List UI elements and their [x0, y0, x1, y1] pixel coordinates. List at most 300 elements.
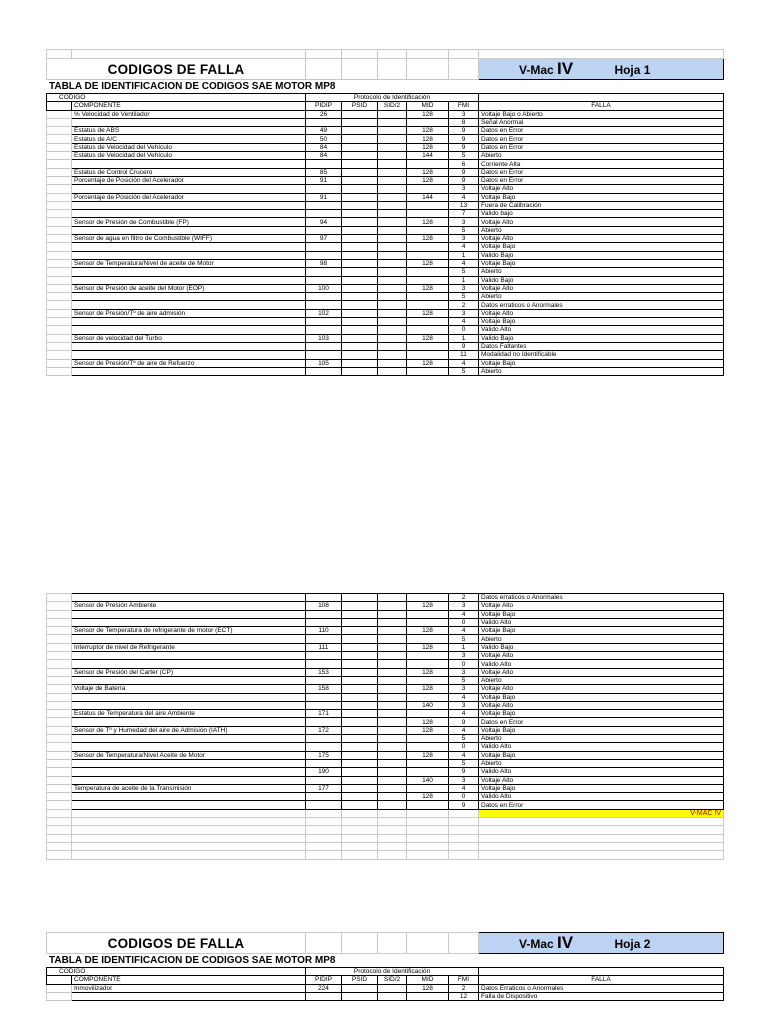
cell-psid	[342, 784, 378, 792]
protocolo-label: Protocolo de Identificación	[306, 94, 479, 102]
cell-mid: 128	[407, 984, 449, 992]
cell-fmi: 1	[449, 334, 479, 342]
cell-componente	[72, 367, 306, 375]
hoja-label: Hoja 1	[614, 62, 651, 77]
row-gutter	[47, 594, 72, 602]
table-row	[47, 342, 724, 350]
cell-fmi: 4	[449, 259, 479, 267]
row-gutter	[47, 334, 72, 342]
row-gutter	[47, 668, 72, 676]
cell-pidip	[306, 268, 342, 276]
cell-sid	[378, 118, 407, 126]
cell-psid	[342, 367, 378, 375]
cell-psid	[342, 243, 378, 251]
row-gutter	[47, 276, 72, 284]
cell-fmi: 5	[449, 226, 479, 234]
cell-componente: Porcentaje de Posición del Acelerador	[72, 193, 306, 201]
cell-psid	[342, 152, 378, 160]
cell-componente: Temperatura de aceite de la Transmisión	[72, 784, 306, 792]
page-title: CODIGOS DE FALLA	[47, 59, 306, 80]
cell-fmi: 3	[449, 685, 479, 693]
cell-psid	[342, 193, 378, 201]
table-row	[47, 984, 724, 992]
row-gutter	[47, 318, 72, 326]
cell-psid	[342, 276, 378, 284]
cell-sid	[378, 660, 407, 668]
row-gutter	[47, 309, 72, 317]
cell-componente	[72, 776, 306, 784]
cell-componente: Voltaje de Batería	[72, 685, 306, 693]
row-gutter	[47, 618, 72, 626]
cell-fmi: 9	[449, 135, 479, 143]
cell-componente	[72, 701, 306, 709]
cell-mid	[407, 351, 449, 359]
cell-fmi: 0	[449, 743, 479, 751]
cell-sid	[378, 334, 407, 342]
cell-psid	[342, 643, 378, 651]
cell-sid	[378, 243, 407, 251]
cell-fmi: 4	[449, 627, 479, 635]
cell-falla: Voltaje Bajo	[479, 318, 724, 326]
cell-mid	[407, 301, 449, 309]
cell-fmi: 9	[449, 342, 479, 350]
cell-fmi: 5	[449, 676, 479, 684]
cell-mid	[407, 293, 449, 301]
cell-psid	[342, 201, 378, 209]
cell-mid: 128	[407, 643, 449, 651]
table-row	[47, 185, 724, 193]
cell-mid	[407, 743, 449, 751]
cell-componente	[72, 759, 306, 767]
row-gutter	[47, 984, 72, 992]
row-gutter	[47, 359, 72, 367]
cell-componente	[72, 351, 306, 359]
cell-fmi: 3	[449, 776, 479, 784]
cell-componente: Estatus de ABS	[72, 127, 306, 135]
cell-fmi: 8	[449, 118, 479, 126]
cell-pidip: 190	[306, 768, 342, 776]
cell-pidip	[306, 301, 342, 309]
cell-fmi: 5	[449, 635, 479, 643]
cell-psid	[342, 984, 378, 992]
table-row	[47, 718, 724, 726]
row-gutter	[47, 676, 72, 684]
cell-sid	[378, 351, 407, 359]
table-row	[47, 152, 724, 160]
cell-psid	[342, 676, 378, 684]
col-componente-2: COMPONENTE	[72, 976, 306, 984]
cell-fmi: 5	[449, 735, 479, 743]
cell-falla: Voltaje Bajo	[479, 610, 724, 618]
col-psid: PSID	[342, 102, 378, 110]
cell-falla: Voltaje Bajo	[479, 243, 724, 251]
sheet-hoja-1-cont	[46, 593, 723, 860]
cell-sid	[378, 743, 407, 751]
cell-falla: Datos en Error	[479, 801, 724, 809]
cell-fmi: 3	[449, 235, 479, 243]
row-gutter	[47, 135, 72, 143]
cell-sid	[378, 201, 407, 209]
row-gutter	[47, 210, 72, 218]
vmac-roman: IV	[557, 58, 574, 78]
col-sid: SID/2	[378, 102, 407, 110]
col-mid-2: MID	[407, 976, 449, 984]
cell-psid	[342, 693, 378, 701]
row-gutter	[47, 127, 72, 135]
row-gutter	[47, 718, 72, 726]
cell-psid	[342, 118, 378, 126]
cell-sid	[378, 367, 407, 375]
cell-falla: Valido bajo	[479, 210, 724, 218]
cell-sid	[378, 751, 407, 759]
table-row	[47, 301, 724, 309]
cell-psid	[342, 701, 378, 709]
cell-falla: Señal Anormal	[479, 118, 724, 126]
cell-fmi: 9	[449, 801, 479, 809]
cell-pidip	[306, 718, 342, 726]
cell-psid	[342, 210, 378, 218]
table-row	[47, 135, 724, 143]
cell-fmi: 9	[449, 718, 479, 726]
cell-pidip: 97	[306, 235, 342, 243]
row-gutter	[47, 193, 72, 201]
row-gutter	[47, 701, 72, 709]
table-row	[47, 594, 724, 602]
cell-fmi: 3	[449, 185, 479, 193]
cell-mid	[407, 735, 449, 743]
cell-mid: 128	[407, 235, 449, 243]
cell-falla: Datos en Error	[479, 135, 724, 143]
cell-mid	[407, 251, 449, 259]
cell-componente	[72, 801, 306, 809]
cell-falla: Datos en Error	[479, 718, 724, 726]
cell-componente: Porcentaje de Posición del Acelerador	[72, 176, 306, 184]
cell-componente: Estatus de Temperatura del aire Ambiente	[72, 710, 306, 718]
cell-componente	[72, 293, 306, 301]
cell-falla: Voltaje Alto	[479, 652, 724, 660]
row-gutter	[47, 251, 72, 259]
table-row	[47, 226, 724, 234]
cell-mid	[407, 326, 449, 334]
cell-fmi: 2	[449, 594, 479, 602]
cell-mid	[407, 635, 449, 643]
cell-componente: Estatus de A/C	[72, 135, 306, 143]
cell-mid	[407, 185, 449, 193]
cell-falla: Voltaje Bajo	[479, 710, 724, 718]
row-gutter	[47, 610, 72, 618]
cell-falla: Voltaje Alto	[479, 284, 724, 292]
cell-mid	[407, 243, 449, 251]
cell-falla: Voltaje Alto	[479, 668, 724, 676]
table-row	[47, 643, 724, 651]
cell-mid: 128	[407, 309, 449, 317]
cell-falla: Datos en Error	[479, 127, 724, 135]
cell-sid	[378, 293, 407, 301]
cell-psid	[342, 326, 378, 334]
cell-psid	[342, 359, 378, 367]
cell-componente	[72, 243, 306, 251]
cell-mid: 128	[407, 668, 449, 676]
cell-pidip	[306, 594, 342, 602]
table-row	[47, 710, 724, 718]
row-gutter	[47, 351, 72, 359]
col-mid: MID	[407, 102, 449, 110]
cell-mid	[407, 610, 449, 618]
cell-falla: Datos Faltantes	[479, 342, 724, 350]
cell-falla: Abierto	[479, 759, 724, 767]
cell-mid	[407, 676, 449, 684]
sheet-hoja-1	[46, 49, 723, 376]
table-row	[47, 801, 724, 809]
row-gutter	[47, 143, 72, 151]
cell-sid	[378, 226, 407, 234]
cell-falla: Abierto	[479, 367, 724, 375]
cell-falla: Voltaje Alto	[479, 602, 724, 610]
cell-componente: Sensor de agua en filtro de Combustible (WIFF)	[72, 235, 306, 243]
cell-falla: Voltaje Bajo	[479, 784, 724, 792]
cell-pidip: 158	[306, 685, 342, 693]
cell-falla: Valido Bajo	[479, 276, 724, 284]
cell-fmi: 3	[449, 284, 479, 292]
cell-mid	[407, 992, 449, 1000]
row-gutter	[47, 768, 72, 776]
cell-falla: Corriente Alta	[479, 160, 724, 168]
cell-falla: Voltaje Bajo o Abierto	[479, 110, 724, 118]
cell-componente	[72, 718, 306, 726]
cell-fmi: 0	[449, 618, 479, 626]
cell-fmi: 2	[449, 984, 479, 992]
cell-mid: 128	[407, 359, 449, 367]
table-row	[47, 701, 724, 709]
table-row	[47, 143, 724, 151]
cell-psid	[342, 176, 378, 184]
cell-sid	[378, 735, 407, 743]
table-row	[47, 293, 724, 301]
cell-sid	[378, 251, 407, 259]
cell-fmi: 5	[449, 268, 479, 276]
cell-pidip	[306, 801, 342, 809]
table-row	[47, 235, 724, 243]
cell-psid	[342, 342, 378, 350]
cell-pidip: 153	[306, 668, 342, 676]
subtitle-row-2	[46, 954, 723, 967]
row-gutter	[47, 660, 72, 668]
row-gutter	[47, 243, 72, 251]
cell-sid	[378, 652, 407, 660]
table-row	[47, 685, 724, 693]
col-psid-2: PSID	[342, 976, 378, 984]
cell-psid	[342, 635, 378, 643]
vmac-label: V-Mac	[519, 62, 554, 77]
cell-sid	[378, 309, 407, 317]
cell-mid: 144	[407, 152, 449, 160]
cell-psid	[342, 627, 378, 635]
subtitle-row	[46, 80, 723, 93]
cell-componente	[72, 610, 306, 618]
cell-psid	[342, 660, 378, 668]
cell-mid	[407, 210, 449, 218]
cell-componente	[72, 318, 306, 326]
cell-psid	[342, 776, 378, 784]
cell-mid	[407, 226, 449, 234]
cell-pidip	[306, 618, 342, 626]
cell-componente: Sensor de Temperatura/Nivel Aceite de Motor	[72, 751, 306, 759]
cell-fmi: 4	[449, 751, 479, 759]
vmac-footer: V-MAC IV	[479, 809, 724, 817]
cell-sid	[378, 193, 407, 201]
cell-pidip: 26	[306, 110, 342, 118]
cell-psid	[342, 602, 378, 610]
row-gutter	[47, 635, 72, 643]
cell-falla: Datos erraticos o Anormales	[479, 301, 724, 309]
cell-pidip: 177	[306, 784, 342, 792]
table-row	[47, 768, 724, 776]
cell-psid	[342, 334, 378, 342]
cell-sid	[378, 342, 407, 350]
cell-pidip: 84	[306, 143, 342, 151]
table-row	[47, 693, 724, 701]
cell-sid	[378, 627, 407, 635]
table-row	[47, 259, 724, 267]
cell-pidip	[306, 160, 342, 168]
cell-sid	[378, 176, 407, 184]
vmac-roman-2: IV	[557, 932, 574, 952]
cell-fmi: 0	[449, 326, 479, 334]
cell-componente: Sensor de Presión del Carter (CP)	[72, 668, 306, 676]
cell-sid	[378, 152, 407, 160]
cell-sid	[378, 718, 407, 726]
cell-fmi: 9	[449, 768, 479, 776]
cell-falla: Datos en Error	[479, 176, 724, 184]
cell-pidip	[306, 243, 342, 251]
cell-fmi: 4	[449, 610, 479, 618]
cell-psid	[342, 110, 378, 118]
cell-sid	[378, 185, 407, 193]
cell-sid	[378, 759, 407, 767]
col-fmi: FMI	[449, 102, 479, 110]
cell-fmi: 3	[449, 668, 479, 676]
cell-falla: Voltaje Alto	[479, 235, 724, 243]
row-gutter	[47, 685, 72, 693]
cell-falla: Abierto	[479, 293, 724, 301]
cell-mid: 128	[407, 718, 449, 726]
cell-falla: Voltaje Bajo	[479, 627, 724, 635]
cell-fmi: 5	[449, 152, 479, 160]
cell-pidip	[306, 992, 342, 1000]
cell-sid	[378, 618, 407, 626]
cell-mid	[407, 367, 449, 375]
cell-mid: 128	[407, 627, 449, 635]
cell-pidip: 224	[306, 984, 342, 992]
cell-componente: Sensor de Presión de aceite del Motor (EOP)	[72, 284, 306, 292]
cell-pidip	[306, 210, 342, 218]
table-row	[47, 201, 724, 209]
cell-pidip	[306, 342, 342, 350]
cell-mid	[407, 660, 449, 668]
cell-mid	[407, 693, 449, 701]
col-falla-2: FALLA	[479, 976, 724, 984]
cell-sid	[378, 992, 407, 1000]
cell-componente	[72, 160, 306, 168]
cell-pidip: 94	[306, 218, 342, 226]
cell-fmi: 1	[449, 276, 479, 284]
row-gutter	[47, 627, 72, 635]
cell-sid	[378, 726, 407, 734]
cell-mid: 128	[407, 218, 449, 226]
row-gutter	[47, 759, 72, 767]
table-row	[47, 210, 724, 218]
cell-psid	[342, 351, 378, 359]
cell-pidip	[306, 693, 342, 701]
cell-pidip	[306, 676, 342, 684]
cell-mid	[407, 342, 449, 350]
table-row	[47, 743, 724, 751]
cell-pidip	[306, 118, 342, 126]
cell-componente	[72, 251, 306, 259]
cell-mid: 128	[407, 751, 449, 759]
cell-fmi: 4	[449, 193, 479, 201]
row-gutter	[47, 602, 72, 610]
cell-psid	[342, 143, 378, 151]
row-gutter	[47, 259, 72, 267]
cell-falla: Voltaje Alto	[479, 185, 724, 193]
row-gutter	[47, 168, 72, 176]
cell-pidip	[306, 351, 342, 359]
cell-fmi: 5	[449, 293, 479, 301]
cell-sid	[378, 594, 407, 602]
cell-sid	[378, 610, 407, 618]
cell-componente	[72, 185, 306, 193]
cell-fmi: 11	[449, 351, 479, 359]
row-gutter	[47, 218, 72, 226]
row-gutter	[47, 710, 72, 718]
row-gutter	[47, 784, 72, 792]
cell-falla: Voltaje Bajo	[479, 259, 724, 267]
cell-mid	[407, 710, 449, 718]
cell-psid	[342, 259, 378, 267]
cell-falla: Datos erraticos o Anormales	[479, 594, 724, 602]
cell-sid	[378, 784, 407, 792]
cell-psid	[342, 301, 378, 309]
cell-pidip: 50	[306, 135, 342, 143]
cell-pidip	[306, 326, 342, 334]
cell-pidip	[306, 793, 342, 801]
cell-pidip: 100	[306, 284, 342, 292]
cell-pidip: 110	[306, 627, 342, 635]
row-gutter	[47, 793, 72, 801]
cell-sid	[378, 668, 407, 676]
cell-psid	[342, 293, 378, 301]
cell-mid: 128	[407, 110, 449, 118]
cell-componente	[72, 226, 306, 234]
cell-psid	[342, 668, 378, 676]
vmac-header	[479, 59, 724, 80]
cell-psid	[342, 759, 378, 767]
cell-psid	[342, 992, 378, 1000]
cell-psid	[342, 768, 378, 776]
cell-componente	[72, 660, 306, 668]
cell-falla: Valido Bajo	[479, 334, 724, 342]
cell-mid	[407, 618, 449, 626]
col-componente: COMPONENTE	[72, 102, 306, 110]
table-row	[47, 127, 724, 135]
cell-fmi: 4	[449, 318, 479, 326]
cell-componente: Sensor de velocidad del Turbo	[72, 334, 306, 342]
row-gutter	[47, 118, 72, 126]
cell-falla: Abierto	[479, 735, 724, 743]
cell-pidip: 103	[306, 334, 342, 342]
cell-psid	[342, 127, 378, 135]
